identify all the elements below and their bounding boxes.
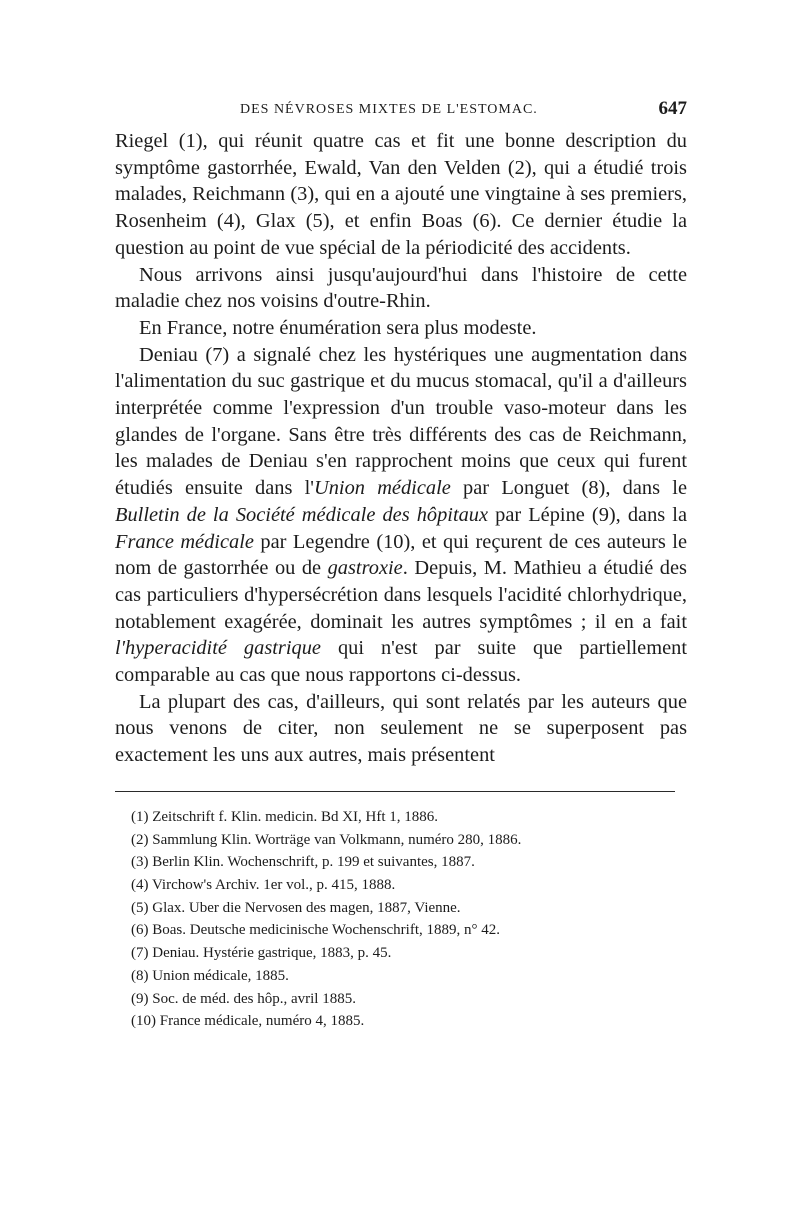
italic-title: l'hyperacidité gastrique <box>115 637 321 660</box>
footnote: (8) Union médicale, 1885. <box>131 967 289 984</box>
footnote: (7) Deniau. Hystérie gastrique, 1883, p. 45. <box>131 945 392 962</box>
text-run: . Depuis, M. Mathieu a étudié des cas particuliers d'hypersécrétion dans lesquels l'acidité chlorhydrique, notablement exagérée, dominait les autres symptômes ; il en a fait <box>115 557 687 633</box>
text-run: qui n'est par suite que partiellement comparable au cas que nous rapportons ci-dessus. <box>115 637 688 687</box>
footnotes <box>115 806 687 1033</box>
book-page <box>115 96 687 1033</box>
footnote: (9) Soc. de méd. des hôp., avril 1885. <box>131 990 356 1007</box>
page-number: 647 <box>658 98 687 119</box>
text-run: Deniau (7) a signalé chez les hystériques une augmentation dans l'alimentation du suc gastrique et du mucus stomacal, qu'il a d'ailleurs interprétée comme l'expression d'un trouble vaso-moteur dans les glandes de l'organe. Sans être très différents des cas de Reichmann, les malades de Deniau s'en rapprochent moins que ceux qui furent étudiés ensuite dans l' <box>115 343 687 500</box>
paragraph <box>115 262 687 315</box>
footnote: (3) Berlin Klin. Wochenschrift, p. 199 et suivantes, 1887. <box>131 854 475 871</box>
text-run: Riegel (1), qui réunit quatre cas et fit une bonne description du symptôme gastorrhée, Ewald, Van den Velden (2), qui a étudié trois malades, Reichmann (3), qui en a ajouté une vingtaine à ses premiers, Rosenheim (4), Glax (5), et enfin Boas (6). Ce dernier étudie la question au point de vue spécial de la périodicité des accidents. <box>115 130 687 259</box>
footnote: (10) France médicale, numéro 4, 1885. <box>131 1013 365 1030</box>
running-head: DES NÉVROSES MIXTES DE L'ESTOMAC. <box>240 102 538 117</box>
paragraph <box>115 128 687 262</box>
footnote: (5) Glax. Uber die Nervosen des magen, 1887, Vienne. <box>131 899 461 916</box>
body-text <box>115 128 687 769</box>
footnote: (6) Boas. Deutsche medicinische Wochenschrift, 1889, n° 42. <box>131 922 501 939</box>
italic-title: Bulletin de la Société médicale des hôpitaux <box>115 503 489 526</box>
text-run: par Legendre (10), et qui reçurent de ces auteurs le nom de gastorrhée ou de <box>115 530 687 580</box>
text-run: par Lépine (9), dans la <box>488 503 687 526</box>
paragraph <box>115 342 687 689</box>
footnote: (1) Zeitschrift f. Klin. medicin. Bd XI, Hft 1, 1886. <box>131 808 439 825</box>
footnote: (4) Virchow's Archiv. 1er vol., p. 415, 1888. <box>131 876 396 893</box>
page-header <box>115 96 687 126</box>
text-run: La plupart des cas, d'ailleurs, qui sont relatés par les auteurs que nous venons de citer, non seulement ne se superposent pas exactement les uns aux autres, mais présentent <box>115 690 687 767</box>
text-run: En France, notre énumération sera plus modeste. <box>139 316 537 339</box>
footnote: (2) Sammlung Klin. Worträge van Volkmann, numéro 280, 1886. <box>131 831 522 848</box>
paragraph <box>115 315 687 342</box>
italic-title: Union médicale <box>313 477 451 500</box>
text-run: par Longuet (8), dans le <box>450 477 688 500</box>
italic-title: gastroxie <box>327 557 403 580</box>
footnote-divider <box>115 791 675 792</box>
text-run: Nous arrivons ainsi jusqu'aujourd'hui dans l'histoire de cette maladie chez nos voisins d'outre-Rhin. <box>115 263 687 313</box>
paragraph <box>115 689 687 769</box>
italic-title: France médicale <box>115 530 254 553</box>
